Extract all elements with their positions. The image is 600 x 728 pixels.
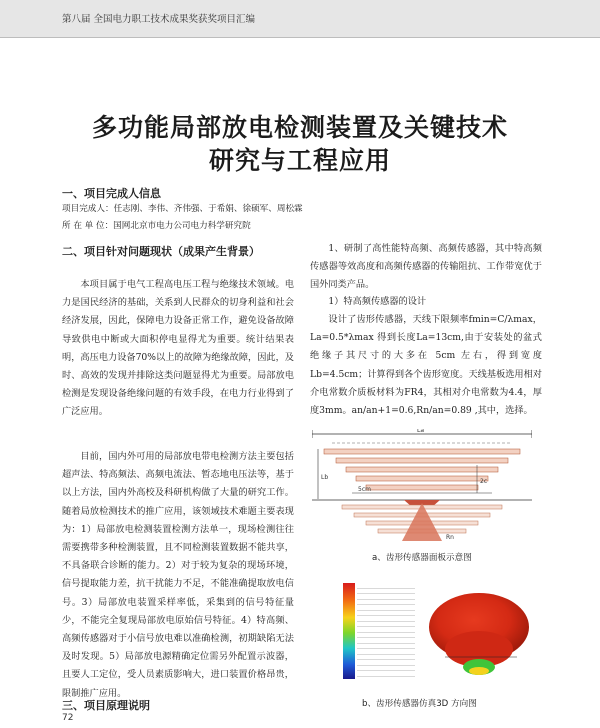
section1-heading: 一、项目完成人信息	[62, 187, 161, 200]
right-subheading: 1）特高频传感器的设计	[328, 296, 427, 307]
section3-heading: 三、项目原理说明	[62, 699, 150, 712]
unit-line: 所 在 单 位：国网北京市电力公司电力科学研究院	[62, 221, 251, 231]
header-divider	[0, 37, 600, 38]
label-la: La	[417, 429, 425, 434]
figure-b-3d-pattern	[340, 577, 535, 687]
right-paragraph-2: 设计了齿形传感器，天线下限频率fmin=C/λmax，La=0.5*λmax 得到长度La=13cm,由于安装处的盆式绝缘子其尺寸的大多在 5cm 左右，得到宽度Lb=4.5cm；计算得到各个齿形宽度。天线基板选用相对介电常数介质板材料为FR4，其相对介电常数为4.4，厚度3mm。an/an+1=0.6,Rn/an=0.89 ,其中，选择。	[310, 314, 542, 417]
figure-b-caption: b、齿形传感器仿真3D 方向图	[362, 699, 477, 709]
section2-heading: 二、项目针对问题现状（成果产生背景）	[62, 245, 260, 258]
page-number: 72	[62, 713, 74, 723]
radiation-pattern-lobe	[425, 587, 533, 679]
label-2c: 2c	[480, 478, 488, 485]
label-lb: Lb	[321, 474, 329, 481]
legend-value-lines	[357, 583, 415, 679]
right-paragraph-1: 1、研制了高性能特高频、高频传感器，其中特高频传感器等效高度和高频传感器的传输阻抗、工作带宽优于国外同类产品。	[310, 243, 542, 291]
page-title-line2: 研究与工程应用	[208, 146, 391, 175]
label-rn: Rn	[446, 534, 454, 541]
authors-line: 项目完成人：任志刚、李伟、齐伟强、于希娟、徐硕军、周松霖	[62, 204, 303, 214]
figure-a-sensor-panel	[312, 429, 532, 543]
color-scale-legend	[343, 583, 355, 679]
section2-paragraph-2: 目前，国内外可用的局部放电带电检测方法主要包括超声法、特高频法、高频电流法、暂态地电压法等，基于以上方法，国内外高校及科研机构做了大量的研究工作。随着局放检测技术的推广应用，该领域技术难题主要表现为：1）局部放电检测装置检测方法单一，现场检测往往需要携带多种检测装置，且不同检测装置数据不能共享，不具备联合诊断的能力。2）对于较为复杂的现场环境，信号提取能力差，抗干扰能力不足，不能准确提取放电信号。3）局部放电装置采样率低，采集到的信号特征量少，不能完全复现局部放电原始信号特征。4）特高频、高频传感器对于小信号放电难以准确检测，初期缺陷无法及时发现。5）局部放电源精确定位需另外配置示波器，且要人工定位，受人员素质影响大，进口装置价格昂贵，限制推广应用。	[62, 451, 294, 699]
page-title-line1: 多功能局部放电检测装置及关键技术	[91, 113, 508, 142]
figure-a-caption: a、齿形传感器面板示意图	[372, 553, 472, 563]
running-header: 第八届 全国电力职工技术成果奖获奖项目汇编	[62, 14, 256, 25]
section2-paragraph-1: 本项目属于电气工程高电压工程与绝缘技术领域。电力是国民经济的基础，关系到人民群众的切身利益和社会经济发展，因此，保障电力设备正常工作，避免设备故障导致供电中断或大面积停电显得尤为重要。统计结果表明，高压电力设备70%以上的故障为绝缘故障，因此，及时、高效的发现并排除这类问题显得尤为重要。局部放电检测是发现设备绝缘问题的有效手段，在电力行业得到了广泛应用。	[62, 279, 294, 418]
label-5cm: 5cm	[358, 486, 371, 493]
